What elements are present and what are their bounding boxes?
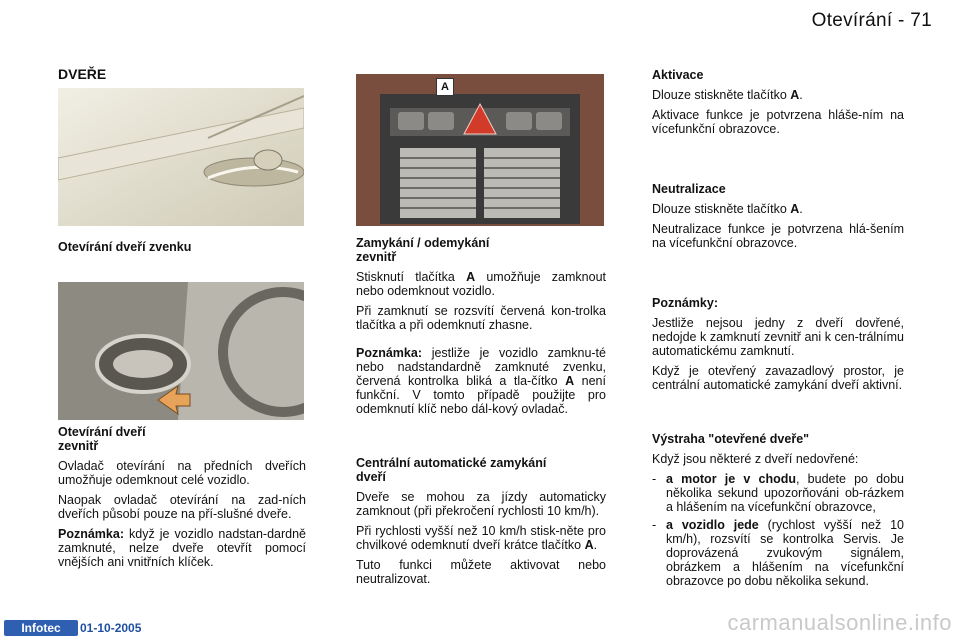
footer-date: 01-10-2005 [80,621,142,635]
activation-p1-a: Dlouze stiskněte tlačítko [652,88,791,102]
central-p2-key: A [584,538,594,552]
central-paragraph-3: Tuto funkci můžete aktivovat nebo neutralizovat. [356,558,606,586]
central-locking-heading [356,456,606,484]
col2-note [356,346,606,416]
col2-note-a: jestliže je vozidlo zamknu-té nebo nadstandardně zamknuté zvenku, červená kontrolka bliká a tla-čítko [356,346,606,388]
lock-unlock-heading-line1: Zamykání / odemykání [356,236,490,250]
bullet-1-rest: , budete po dobu několika sekund upozorňováni ob-rázkem a hlášením na vícefunkční obrazovce, [666,472,904,514]
col2-note-key: A [565,374,575,388]
inside-door-heading [58,425,306,453]
inside-door-heading-line1: Otevírání dveří [58,425,146,439]
activation-p1-key: A [790,88,800,102]
page-number: 71 [910,10,932,31]
central-locking-heading-line2: dveří [356,470,386,484]
lock-unlock-heading [356,236,606,264]
activation-p1-b: . [799,88,803,102]
section-title: DVEŘE [58,66,107,82]
neutralization-p1-key: A [790,202,800,216]
neutralization-heading: Neutralizace [652,182,726,196]
bullet-1-text [666,472,904,514]
notes-paragraph-2: Když je otevřený zavazadlový prostor, je centrální automatické zamykání dveří aktivní. [652,364,904,392]
bullet-2-rest: (rychlost vyšší než 10 km/h), rozsvítí se kontrolka Servis. Je doprovázená zvukovým signálem, obrázkem a hlášením na vícefunkční obrazovce po dobu několika sekund. [666,518,905,588]
col2-note-b: není funkční. V tomto případě použijte pro odemknutí klíč nebo dál-kový ovladač. [356,374,606,416]
activation-paragraph-2: Aktivace funkce je potvrzena hláše-ním na vícefunkční obrazovce. [652,108,904,136]
console-illustration [356,74,604,226]
warning-intro: Když jsou některé z dveří nedovřené: [652,452,859,466]
col3-neutralization [652,182,904,256]
col3-activation [652,68,904,142]
photo-interior-door-handle [58,282,304,420]
infotec-logo: Infotec [4,620,78,636]
photo-exterior-door-handle [58,88,304,226]
bullet-dash: - [652,518,657,532]
col1-paragraph-1: Ovladač otevírání na předních dveřích umožňuje odemknout celé vozidlo. [58,459,306,487]
central-p2-b: . [593,538,598,552]
neutralization-paragraph-2: Neutralizace funkce je potvrzena hlá-šením na vícefunkční obrazovce. [652,222,904,250]
central-paragraph-1: Dveře se mohou za jízdy automaticky zamknout (při překročení rychlosti 10 km/h). [356,490,606,518]
photo-central-lock-button [356,74,604,226]
lock-unlock-heading-line2: zevnitř [356,250,397,264]
activation-heading: Aktivace [652,68,704,82]
button-a-label: A [436,78,454,96]
col1-note-label: Poznámka: [58,527,124,541]
col3-notes [652,296,904,398]
activation-paragraph-1 [652,88,904,102]
central-p2-a: Při rychlosti vyšší než 10 km/h stisk-něte pro chvilkové odemknutí dveří krátce tlačítko [356,524,606,552]
caption-outside-heading: Otevírání dveří zvenku [58,240,192,254]
neutralization-p1-b: . [799,202,803,216]
col2-p1-b: umožňuje zamknout nebo odemknout vozidlo. [356,270,607,298]
col2-central-text [356,456,606,592]
bullet-1-bold: a motor je v chodu [666,472,796,486]
col1-paragraph-2: Naopak ovladač otevírání na zad-ních dveřích působí pouze na pří-slušné dveře. [58,493,306,521]
col2-p1-key: A [466,270,476,284]
warning-heading: Výstraha "otevřené dveře" [652,432,810,446]
inside-door-heading-line2: zevnitř [58,439,99,453]
warning-bullet-2 [652,518,904,588]
col2-text [356,236,606,422]
notes-paragraph-1: Jestliže nejsou jedny z dveří dovřené, nedojde k zamknutí zevnitř ani k cen-trálnímu automatickému zamknutí. [652,316,904,358]
page-header-title: Otevírání - [811,10,905,31]
exterior-handle-illustration [58,88,304,226]
neutralization-p1-a: Dlouze stiskněte tlačítko [652,202,791,216]
col1-note-text: když je vozidlo nadstan-dardně zamknuté, nelze dveře otevřít pomocí vnějších ani vnitřních klíček. [58,527,306,569]
watermark: carmanualsonline.info [727,610,952,635]
interior-handle-illustration [58,282,304,420]
central-locking-heading-line1: Centrální automatické zamykání [356,456,547,470]
bullet-2-text [666,518,904,588]
bullet-dash: - [652,472,657,486]
col2-paragraph-2: Při zamknutí se rozsvítí červená kon-trolka tlačítka a při odemknutí zhasne. [356,304,606,332]
page-header [812,10,932,32]
col1-caption-outside [58,240,304,260]
central-paragraph-2 [356,524,606,552]
col2-p1-a: Stisknutí tlačítka [356,270,467,284]
col2-note-label: Poznámka: [356,346,422,360]
col1-inside-text [58,425,306,575]
warning-bullet-1 [652,472,904,514]
col2-paragraph-1 [356,270,606,298]
col3-warning [652,432,904,592]
col1-note [58,527,306,569]
notes-heading: Poznámky: [652,296,718,310]
bullet-2-bold: a vozidlo jede [666,518,759,532]
neutralization-paragraph-1 [652,202,904,216]
